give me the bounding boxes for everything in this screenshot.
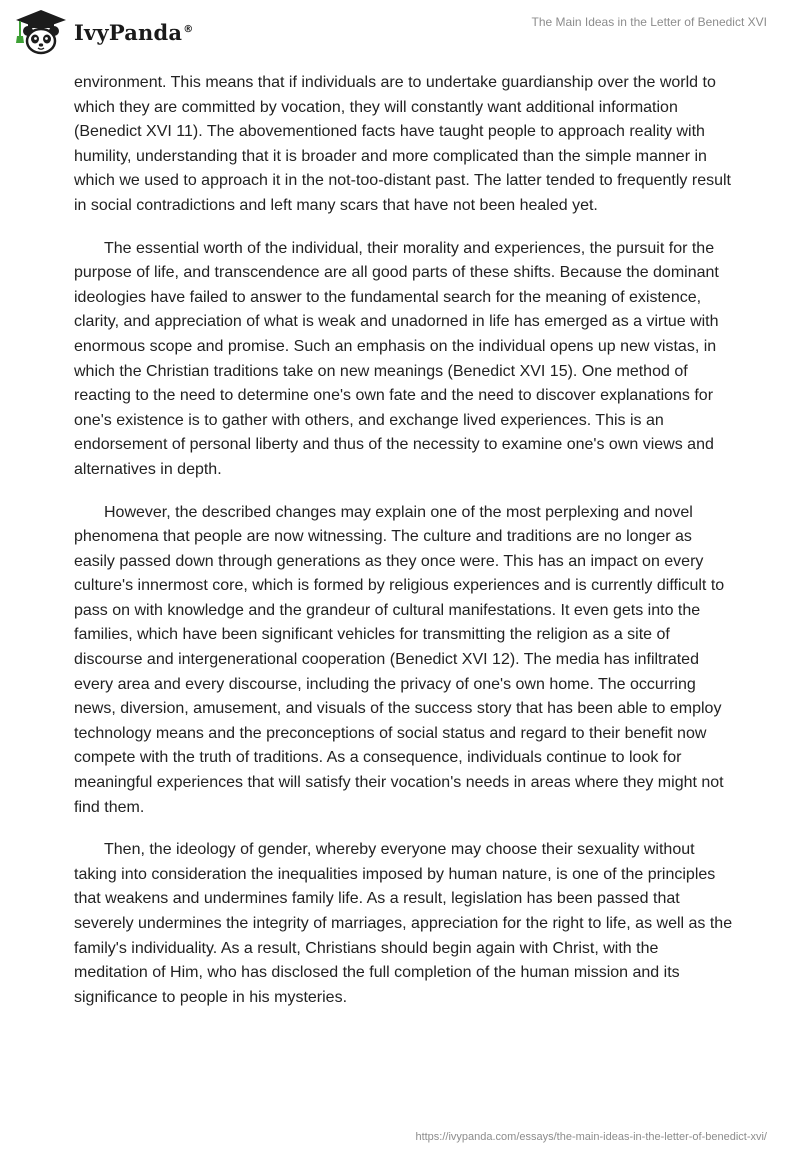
page-header bbox=[0, 0, 800, 60]
brand-name-text: IvyPanda bbox=[74, 19, 183, 45]
registered-mark: ® bbox=[183, 23, 194, 35]
paragraph-1: environment. This means that if individuals are to undertake guardianship over the world to which they are committed by vocation, they will constantly want additional information (Benedict XVI 11). The abovementioned facts have taught people to approach reality with humility, understanding that it is broader and more complicated than the simple manner in which we used to approach it in the not-too-distant past. The latter tended to frequently result in social contradictions and left many scars that have not been healed yet. bbox=[74, 74, 731, 214]
essay-body bbox=[74, 71, 734, 1028]
paragraph-2: The essential worth of the individual, their morality and experiences, the pursuit for the purpose of life, and transcendence are all good parts of these shifts. Because the dominant ideologies have failed to answer to the fundamental search for the meaning of existence, clarity, and appreciation of what is weak and unadorned in life has emerged as a virtue with enormous scope and promise. Such an emphasis on the individual opens up new vistas, in which the Christian traditions take on new meanings (Benedict XVI 15). One method of reacting to the need to determine one's own fate and the need to discover explanations for one's existence is to gather with others, and exchange lived experiences. This is an endorsement of personal liberty and thus of the necessity to examine one's own views and alternatives in depth. bbox=[74, 239, 719, 478]
panda-graduation-cap-icon bbox=[14, 9, 68, 55]
paragraph-3: However, the described changes may explain one of the most perplexing and novel phenomena that people are now witnessing. The culture and traditions are no longer as easily passed down through generations as they once were. This has an impact on every culture's innermost core, which is formed by religious experiences and is currently difficult to pass on with knowledge and the grandeur of cultural manifestations. It even gets into the families, which have been significant vehicles for transmitting the religion as a site of discourse and intergenerational cooperation (Benedict XVI 12). The media has infiltrated every area and every discourse, including the privacy of one's own home. The occurring news, diversion, amusement, and visuals of the success story that has been able to employ technology means and the preconceptions of social status and regard to their benefit now compete with the truth of traditions. As a consequence, individuals continue to look for meaningful experiences that will satisfy their vocation's needs in areas where they might not find them. bbox=[74, 503, 725, 816]
source-url-link[interactable]: https://ivypanda.com/essays/the-main-ideas-in-the-letter-of-benedict-xvi/ bbox=[415, 1131, 767, 1143]
brand-name bbox=[74, 20, 193, 45]
ivypanda-logo[interactable] bbox=[14, 8, 193, 56]
paragraph-4: Then, the ideology of gender, whereby everyone may choose their sexuality without taking into consideration the inequalities imposed by human nature, is one of the principles that weakens and undermines family life. As a result, legislation has been passed that severely undermines the integrity of marriages, appreciation for the right to life, as well as the family's individuality. As a result, Christians should begin again with Christ, with the meditation of Him, who has disclosed the full completion of the human mission and its significance to people in his mysteries. bbox=[74, 841, 733, 1006]
document-title: The Main Ideas in the Letter of Benedict XVI bbox=[531, 15, 767, 29]
